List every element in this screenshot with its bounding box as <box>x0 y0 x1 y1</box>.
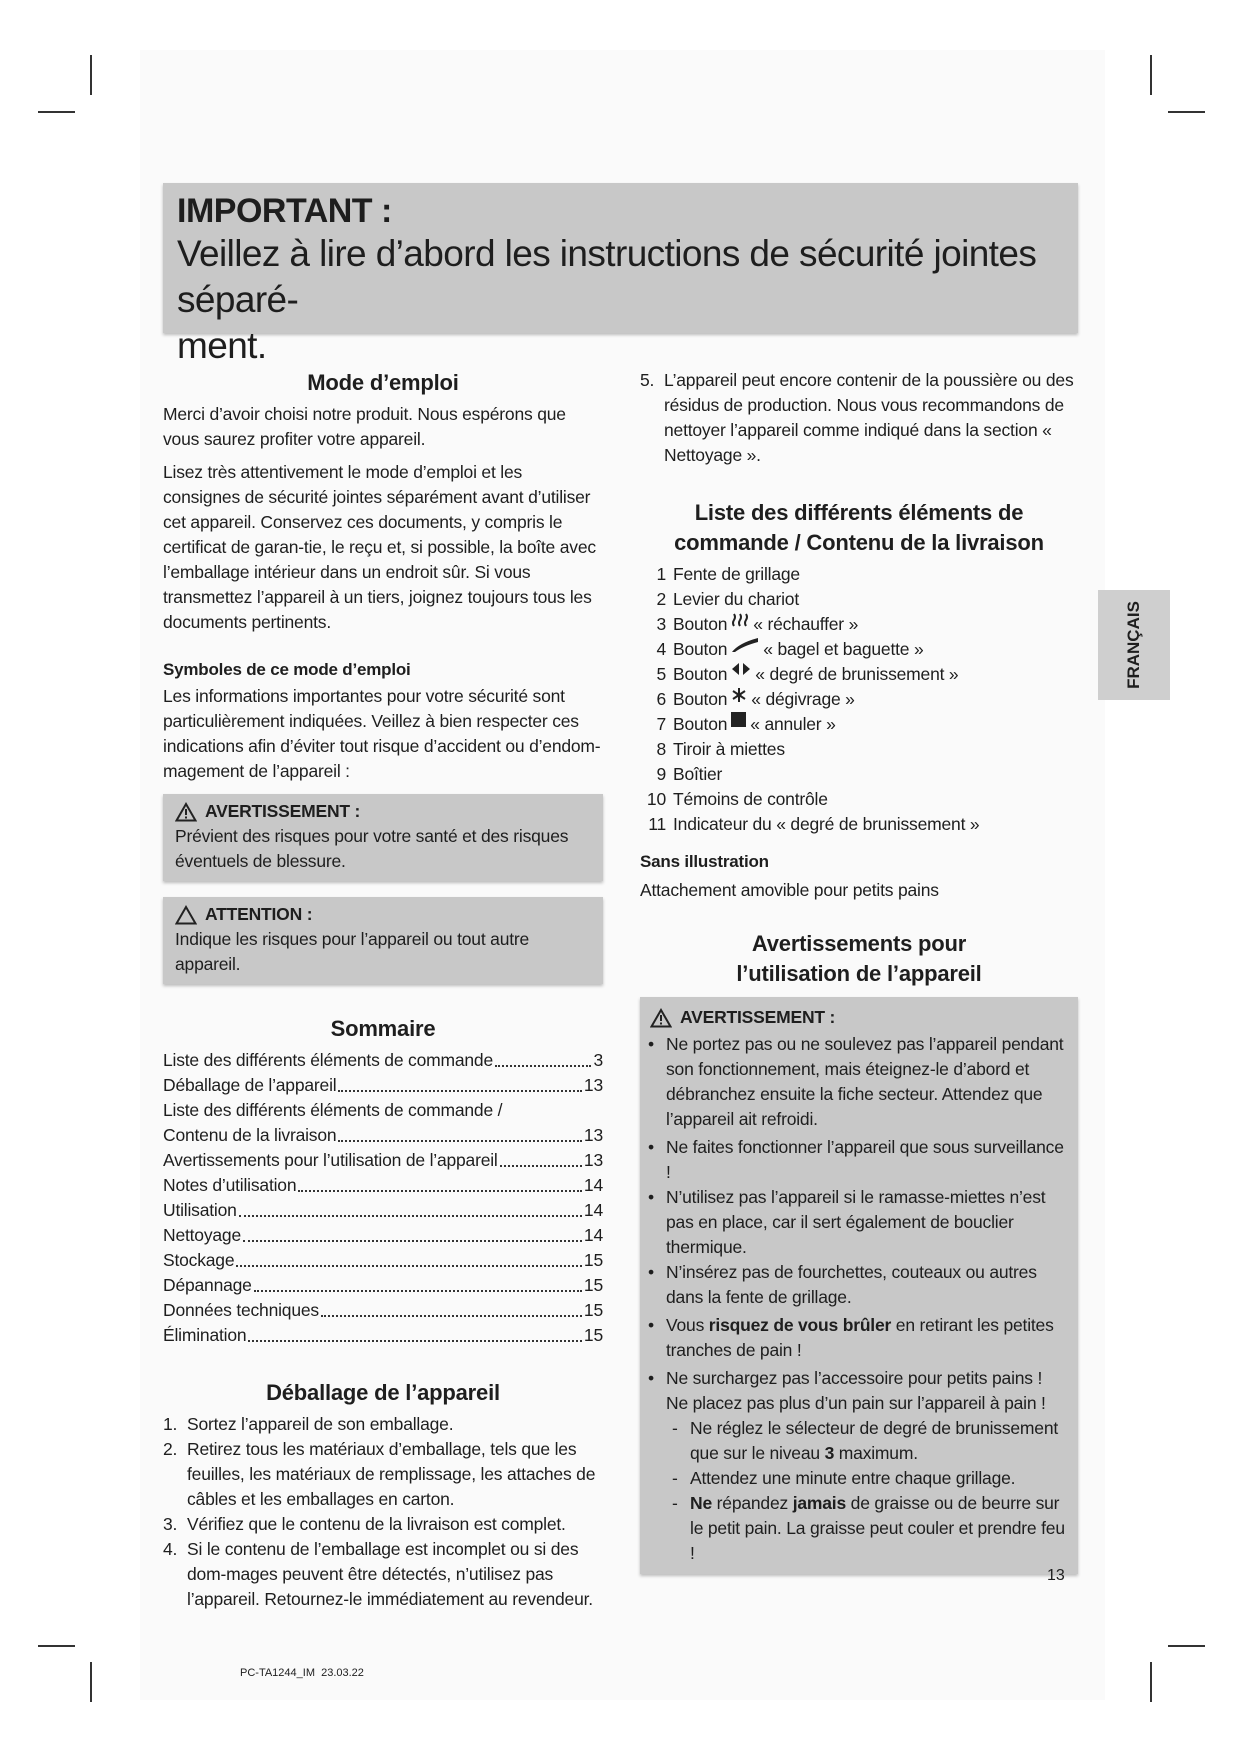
attention-box <box>163 897 603 984</box>
toc-entry: Nettoyage 14 <box>163 1225 603 1245</box>
browning-arrows-icon <box>731 662 751 676</box>
avertissement-box <box>640 997 1078 1574</box>
toc-entry: Avertissements pour l’utilisation de l’appareil 13 <box>163 1150 603 1170</box>
symbols-title: Symboles de ce mode d’emploi <box>163 660 411 679</box>
warning-text: Prévient des risques pour votre santé et des risques éventuels de blessure. <box>175 826 569 871</box>
components-list <box>640 562 1078 837</box>
toc-entry: Utilisation 14 <box>163 1200 603 1220</box>
list-item: • Ne portez pas ou ne soulevez pas l’appareil pendant son fonctionnement, mais éteignez-le d’abord et débranchez ensuite la fiche secteur. Attendez que l’appareil ait refroidi. <box>648 1034 1064 1129</box>
language-tab <box>1098 590 1170 700</box>
warning-triangle-icon <box>650 1008 672 1028</box>
list-item: 5 Bouton « degré de brunissement » <box>656 664 959 684</box>
list-item: 9 Boîtier <box>656 764 723 784</box>
mode-paragraph-2: Lisez très attentivement le mode d’emploi et les consignes de sécurité jointes séparément avant d’utiliser cet appareil. Conservez ces documents, y compris le certificat de garan-tie, le reçu et, si possible, la boîte avec l’emballage intérieur dans un endroit sûr. Si vous transmettez l’appareil à un tiers, joignez toujours tous les documents pertinents. <box>163 462 596 632</box>
browning-level-3: 3 <box>824 1443 835 1463</box>
list-item: • Vous risquez de vous brûler en retirant les petites tranches de pain ! <box>648 1315 1054 1360</box>
list-item: - Attendez une minute entre chaque grillage. <box>672 1468 1016 1488</box>
list-item: • N’utilisez pas l’appareil si le ramasse-miettes n’est pas en place, car il sert également de bouclier thermique. <box>648 1187 1046 1257</box>
banner-heading: IMPORTANT : <box>177 192 392 230</box>
crop-mark <box>1150 55 1152 95</box>
attention-triangle-icon <box>175 905 197 925</box>
liste-title: Liste des différents éléments de commande / Contenu de la livraison <box>674 500 1044 555</box>
crop-mark <box>38 111 75 113</box>
table-of-contents <box>163 1048 603 1348</box>
list-item: 5. L’appareil peut encore contenir de la poussière ou des résidus de production. Nous vous recommandons de nettoyer l’appareil comme indiqué dans la section « Nettoyage ». <box>640 370 1074 465</box>
list-item: 4 Bouton « bagel et baguette » <box>656 639 924 659</box>
avertissements-title: Avertissements pour l’utilisation de l’appareil <box>736 931 982 986</box>
list-item: - Ne réglez le sélecteur de degré de brunissement que sur le niveau 3 maximum. <box>672 1418 1059 1463</box>
list-item: 7 Bouton « annuler » <box>656 714 836 734</box>
stop-square-icon <box>731 712 746 727</box>
footer-code: PC-TA1244_IM 23.03.22 <box>240 1667 364 1679</box>
toc-entry: Liste des différents éléments de commande / <box>163 1100 503 1120</box>
crop-mark <box>90 1662 92 1702</box>
list-item: 2. Retirez tous les matériaux d’emballage, tels que les feuilles, les matériaux de remplissage, les attaches de câbles et les emballages en carton. <box>163 1439 596 1509</box>
list-item: • Ne surchargez pas l’accessoire pour petits pains ! Ne placez pas plus d’un pain sur l’appareil à pain ! <box>648 1368 1046 1413</box>
right-column <box>640 368 1078 1574</box>
page-number: 13 <box>1047 1567 1065 1584</box>
warning-box <box>163 794 603 881</box>
list-item: 3. Vérifiez que le contenu de la livraison est complet. <box>163 1514 566 1534</box>
sans-illustration-text: Attachement amovible pour petits pains <box>640 880 939 900</box>
list-item: 1 Fente de grillage <box>656 564 800 584</box>
list-item: 2 Levier du chariot <box>656 589 799 609</box>
list-item: 1. Sortez l’appareil de son emballage. <box>163 1414 454 1434</box>
list-item: 3 Bouton « réchauffer » <box>656 614 859 634</box>
list-item: 11 Indicateur du « degré de brunissement » <box>648 814 980 834</box>
symbols-text: Les informations importantes pour votre sécurité sont particulièrement indiquées. Veillez à bien respecter ces indications afin d’éviter tout risque d’accident ou d’endom-magement de l’appareil : <box>163 686 601 781</box>
crop-mark <box>38 1645 75 1647</box>
warning-triangle-icon <box>175 802 197 822</box>
banner-text-line1: Veillez à lire d’abord les instructions de sécurité jointes séparé- <box>177 233 1037 320</box>
crop-mark <box>1168 111 1205 113</box>
crop-mark <box>1168 1645 1205 1647</box>
attention-text: Indique les risques pour l’appareil ou tout autre appareil. <box>175 929 530 974</box>
attention-title: ATTENTION : <box>205 904 313 924</box>
important-banner <box>163 183 1078 366</box>
defrost-icon <box>731 687 747 703</box>
crop-mark <box>1150 1662 1152 1702</box>
list-item: 6 Bouton « dégivrage » <box>656 689 855 709</box>
mode-emploi-title: Mode d’emploi <box>307 370 459 395</box>
sans-illustration-title: Sans illustration <box>640 852 769 871</box>
toc-entry: Liste des différents éléments de commande 3 <box>163 1050 603 1070</box>
list-item: • N’insérez pas de fourchettes, couteaux ou autres dans la fente de grillage. <box>648 1262 1037 1307</box>
toc-entry: Données techniques 15 <box>163 1300 603 1320</box>
deballage-title: Déballage de l’appareil <box>266 1380 500 1405</box>
toc-entry: Élimination 15 <box>163 1325 603 1345</box>
list-item: • Ne faites fonctionner l’appareil que sous surveillance ! <box>648 1137 1064 1182</box>
list-item: 8 Tiroir à miettes <box>656 739 785 759</box>
list-item: 10 Témoins de contrôle <box>646 789 828 809</box>
sommaire-title: Sommaire <box>330 1016 436 1041</box>
list-item: - Ne répandez jamais de graisse ou de beurre sur le petit pain. La graisse peut couler et prendre feu ! <box>672 1493 1065 1563</box>
banner-text-line2: ment. <box>177 325 267 366</box>
bagel-icon <box>731 637 759 653</box>
toc-entry: Notes d’utilisation 14 <box>163 1175 603 1195</box>
reheat-icon <box>731 612 749 628</box>
toc-entry: Stockage 15 <box>163 1250 603 1270</box>
list-item: 4. Si le contenu de l’emballage est incomplet ou si des dom-mages peuvent être détectés, n’utilisez pas l’appareil. Retournez-le immédiatement au revendeur. <box>163 1539 593 1609</box>
crop-mark <box>90 55 92 95</box>
toc-entry: Contenu de la livraison 13 <box>163 1125 603 1145</box>
warning-title: AVERTISSEMENT : <box>205 801 361 821</box>
language-tab-label: FRANÇAIS <box>1124 601 1143 689</box>
toc-entry: Déballage de l’appareil 13 <box>163 1075 603 1095</box>
avertissement-title: AVERTISSEMENT : <box>680 1007 836 1027</box>
deballage-steps <box>163 1412 603 1612</box>
mode-paragraph-1: Merci d’avoir choisi notre produit. Nous espérons que vous saurez profiter votre appareil. <box>163 404 566 449</box>
toc-entry: Dépannage 15 <box>163 1275 603 1295</box>
left-column <box>163 368 603 1612</box>
